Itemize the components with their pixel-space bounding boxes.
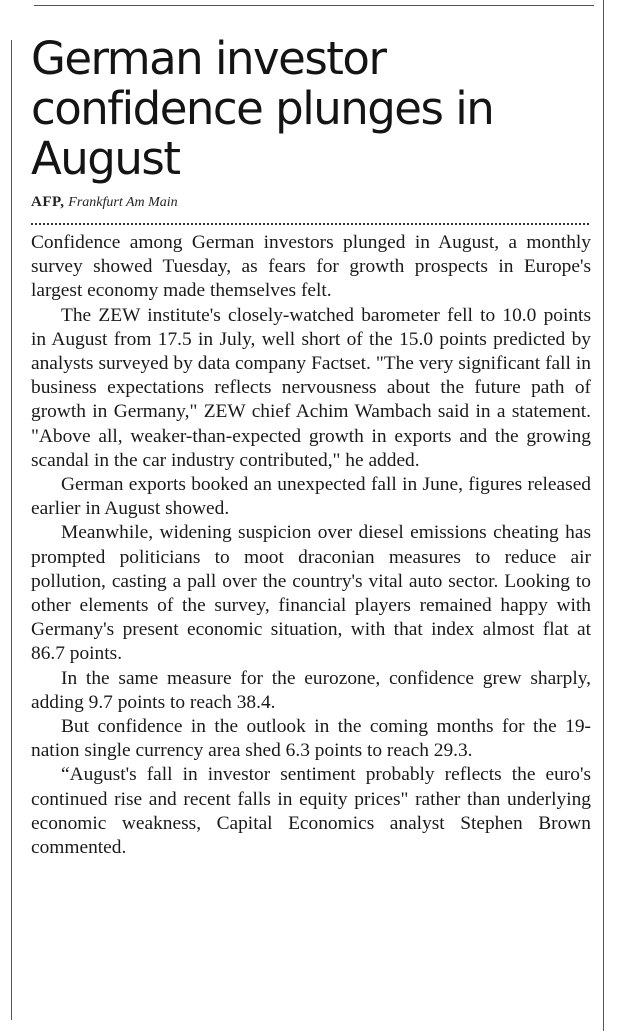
top-rule xyxy=(34,5,594,6)
byline-agency: AFP, xyxy=(31,194,65,210)
article-paragraph: Meanwhile, widening suspicion over diesel emissions cheating has prompted politicians to moot draconian measures to reduce air pollution, casting a pall over the country's vital auto sector. Looking to other elements of the survey, financial players remained happy with Germany's present economic situation, with that index almost flat at 86.7 points. xyxy=(31,522,591,665)
column-left-rule xyxy=(11,40,12,1020)
article-paragraph: But confidence in the outlook in the coming months for the 19-nation single currency area shed 6.3 points to reach 29.3. xyxy=(31,716,591,762)
news-article xyxy=(31,34,591,860)
byline-location: Frankfurt Am Main xyxy=(68,195,178,210)
article-paragraph: Confidence among German investors plunged in August, a monthly survey showed Tuesday, as fears for growth prospects in Europe's largest economy made themselves felt. xyxy=(31,232,591,302)
dotted-divider xyxy=(31,223,589,225)
column-right-rule xyxy=(603,0,604,1031)
article-paragraph: “August's fall in investor sentiment probably reflects the euro's continued rise and recent falls in equity prices" rather than underlying economic weakness, Capital Economics analyst Stephen Brown commented. xyxy=(31,764,591,859)
article-paragraph: In the same measure for the eurozone, confidence grew sharply, adding 9.7 points to reach 38.4. xyxy=(31,667,591,713)
article-headline: German investor confidence plunges in August xyxy=(31,32,494,185)
article-paragraph: The ZEW institute's closely-watched barometer fell to 10.0 points in August from 17.5 in July, well short of the 15.0 points predicted by analysts surveyed by data company Factset. "The very significant fall in business expectations reflects nervousness about the future path of growth in Germany," ZEW chief Achim Wambach said in a statement. "Above all, weaker-than-expected growth in exports and the growing scandal in the car industry contributed," he added. xyxy=(31,304,591,471)
article-body xyxy=(31,231,591,860)
article-byline xyxy=(31,194,591,211)
article-paragraph: German exports booked an unexpected fall in June, figures released earlier in August showed. xyxy=(31,474,591,520)
